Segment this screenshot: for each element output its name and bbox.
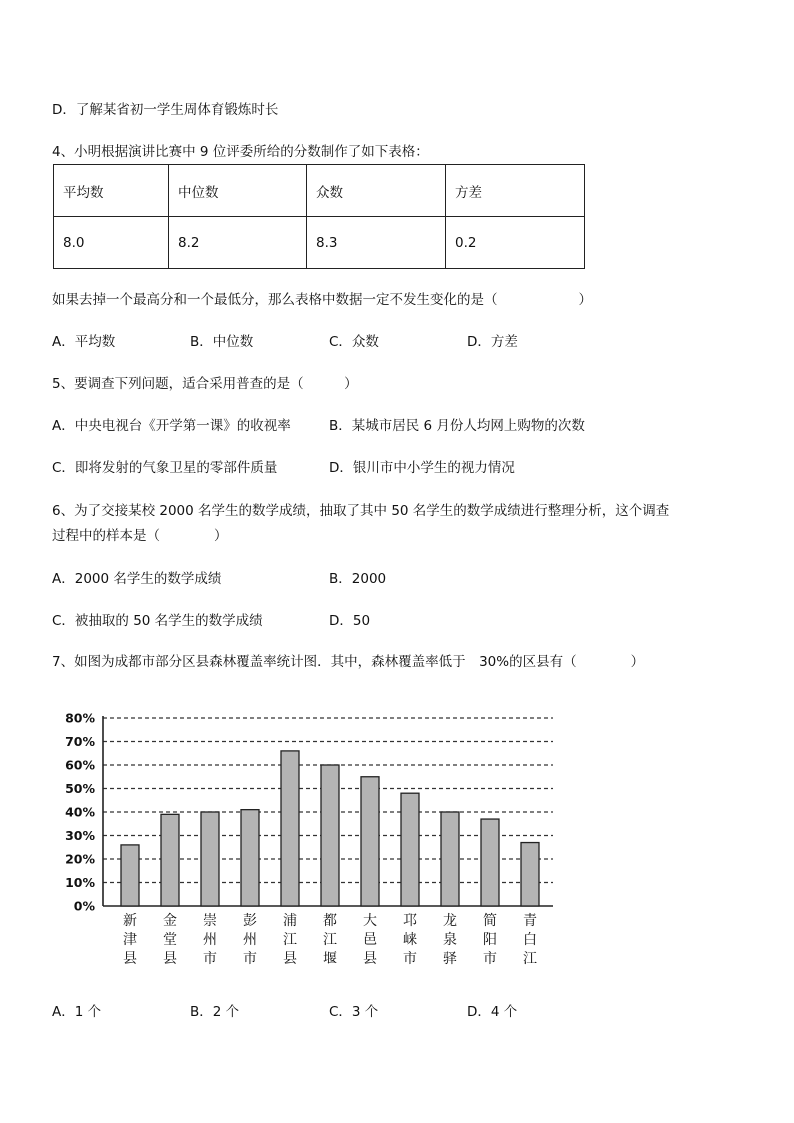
bar: [521, 843, 539, 906]
bar: [241, 810, 259, 906]
y-tick-label: 20%: [65, 851, 95, 867]
x-category-label: 浦: [283, 913, 297, 929]
x-category-label: 新: [123, 913, 137, 929]
x-category-label: 县: [163, 951, 177, 967]
q6-stem-line1: 6、为了交接某校 2000 名学生的数学成绩，抽取了其中 50 名学生的数学成绩进行整理分析，这个调查: [52, 503, 670, 519]
q5-option-b[interactable]: B．某城市居民 6 月份人均网上购物的次数: [329, 418, 585, 434]
x-category-label: 津: [123, 932, 137, 948]
q5-stem: 5、要调查下列问题，适合采用普查的是（ ）: [52, 376, 358, 392]
q7-option-c[interactable]: C．3 个: [329, 1004, 379, 1020]
x-category-label: 龙: [443, 913, 457, 929]
x-category-label: 江: [283, 932, 297, 948]
bar: [321, 765, 339, 906]
bar: [121, 845, 139, 906]
y-tick-label: 10%: [65, 875, 95, 890]
x-category-label: 市: [403, 951, 417, 967]
q7-option-b[interactable]: B．2 个: [190, 1004, 240, 1020]
table-row: [54, 217, 585, 269]
q7-option-d[interactable]: D．4 个: [467, 1004, 518, 1020]
x-category-label: 都: [323, 913, 337, 929]
q4-option-d[interactable]: D．方差: [467, 334, 518, 350]
q6-stem-line2: 过程中的样本是（ ）: [52, 528, 228, 544]
bar: [481, 819, 499, 906]
y-tick-label: 30%: [65, 828, 95, 843]
table-header-row: [54, 165, 585, 217]
q4-option-c[interactable]: C．众数: [329, 334, 379, 350]
y-tick-label: 0%: [73, 898, 95, 914]
q5-option-a[interactable]: A．中央电视台《开学第一课》的收视率: [52, 418, 291, 434]
x-category-label: 彭: [243, 913, 257, 929]
y-tick-label: 80%: [65, 710, 95, 726]
x-category-label: 邑: [363, 932, 377, 948]
table-cell-mean: 8.0: [54, 217, 169, 269]
forest-coverage-bar-chart: [0, 700, 794, 980]
table-cell-mode: 8.3: [307, 217, 446, 269]
x-category-label: 州: [203, 932, 217, 948]
x-category-label: 崇: [203, 913, 217, 929]
x-category-label: 泉: [443, 932, 457, 948]
q4-option-b[interactable]: B．中位数: [190, 334, 254, 350]
x-category-label: 市: [203, 951, 217, 967]
y-tick-label: 60%: [65, 757, 95, 773]
q4-option-a[interactable]: A．平均数: [52, 334, 116, 350]
x-category-label: 堂: [163, 932, 177, 948]
y-tick-label: 70%: [65, 734, 95, 749]
x-category-label: 县: [123, 951, 137, 967]
q7-option-a[interactable]: A．1 个: [52, 1004, 102, 1020]
bar: [161, 814, 179, 906]
q4-stem: 4、小明根据演讲比赛中 9 位评委所给的分数制作了如下表格：: [52, 144, 429, 160]
bar: [281, 751, 299, 906]
x-category-label: 邛: [403, 913, 417, 929]
table-header-mode: 众数: [307, 165, 446, 217]
bar: [361, 777, 379, 906]
x-category-label: 州: [243, 932, 257, 948]
q6-option-d[interactable]: D．50: [329, 613, 371, 629]
table-header-mean: 平均数: [54, 165, 169, 217]
table-header-median: 中位数: [169, 165, 307, 217]
y-tick-label: 40%: [65, 804, 95, 820]
q6-option-b[interactable]: B．2000: [329, 571, 387, 587]
table-cell-variance: 0.2: [446, 217, 585, 269]
x-category-label: 大: [363, 913, 377, 929]
q7-stem: 7、如图为成都市部分区县森林覆盖率统计图．其中，森林覆盖率低于 30%的区县有（ ）: [52, 654, 645, 670]
x-category-label: 江: [323, 932, 337, 948]
x-category-label: 市: [483, 951, 497, 967]
x-category-label: 市: [243, 951, 257, 967]
bar: [401, 793, 419, 906]
x-category-label: 堰: [323, 951, 337, 967]
x-category-label: 县: [363, 951, 377, 967]
y-tick-label: 50%: [65, 781, 95, 796]
x-category-label: 阳: [483, 932, 497, 948]
q5-option-d[interactable]: D．银川市中小学生的视力情况: [329, 460, 515, 476]
x-category-label: 金: [163, 913, 177, 929]
x-category-label: 崃: [403, 932, 417, 948]
x-category-label: 江: [523, 951, 537, 967]
x-category-label: 青: [523, 913, 537, 929]
table-cell-median: 8.2: [169, 217, 307, 269]
q6-option-a[interactable]: A．2000 名学生的数学成绩: [52, 571, 222, 587]
bar: [201, 812, 219, 906]
table-header-variance: 方差: [446, 165, 585, 217]
q5-option-c[interactable]: C．即将发射的气象卫星的零部件质量: [52, 460, 278, 476]
x-category-label: 白: [523, 932, 537, 948]
bar: [441, 812, 459, 906]
q6-option-c[interactable]: C．被抽取的 50 名学生的数学成绩: [52, 613, 263, 629]
x-category-label: 简: [483, 913, 497, 929]
x-category-label: 驿: [443, 951, 457, 967]
q3-option-d: D．了解某省初一学生周体育锻炼时长: [52, 102, 279, 118]
x-category-label: 县: [283, 951, 297, 967]
q4-question: 如果去掉一个最高分和一个最低分，那么表格中数据一定不发生变化的是（ ）: [52, 292, 592, 308]
q4-score-table: [53, 164, 585, 269]
